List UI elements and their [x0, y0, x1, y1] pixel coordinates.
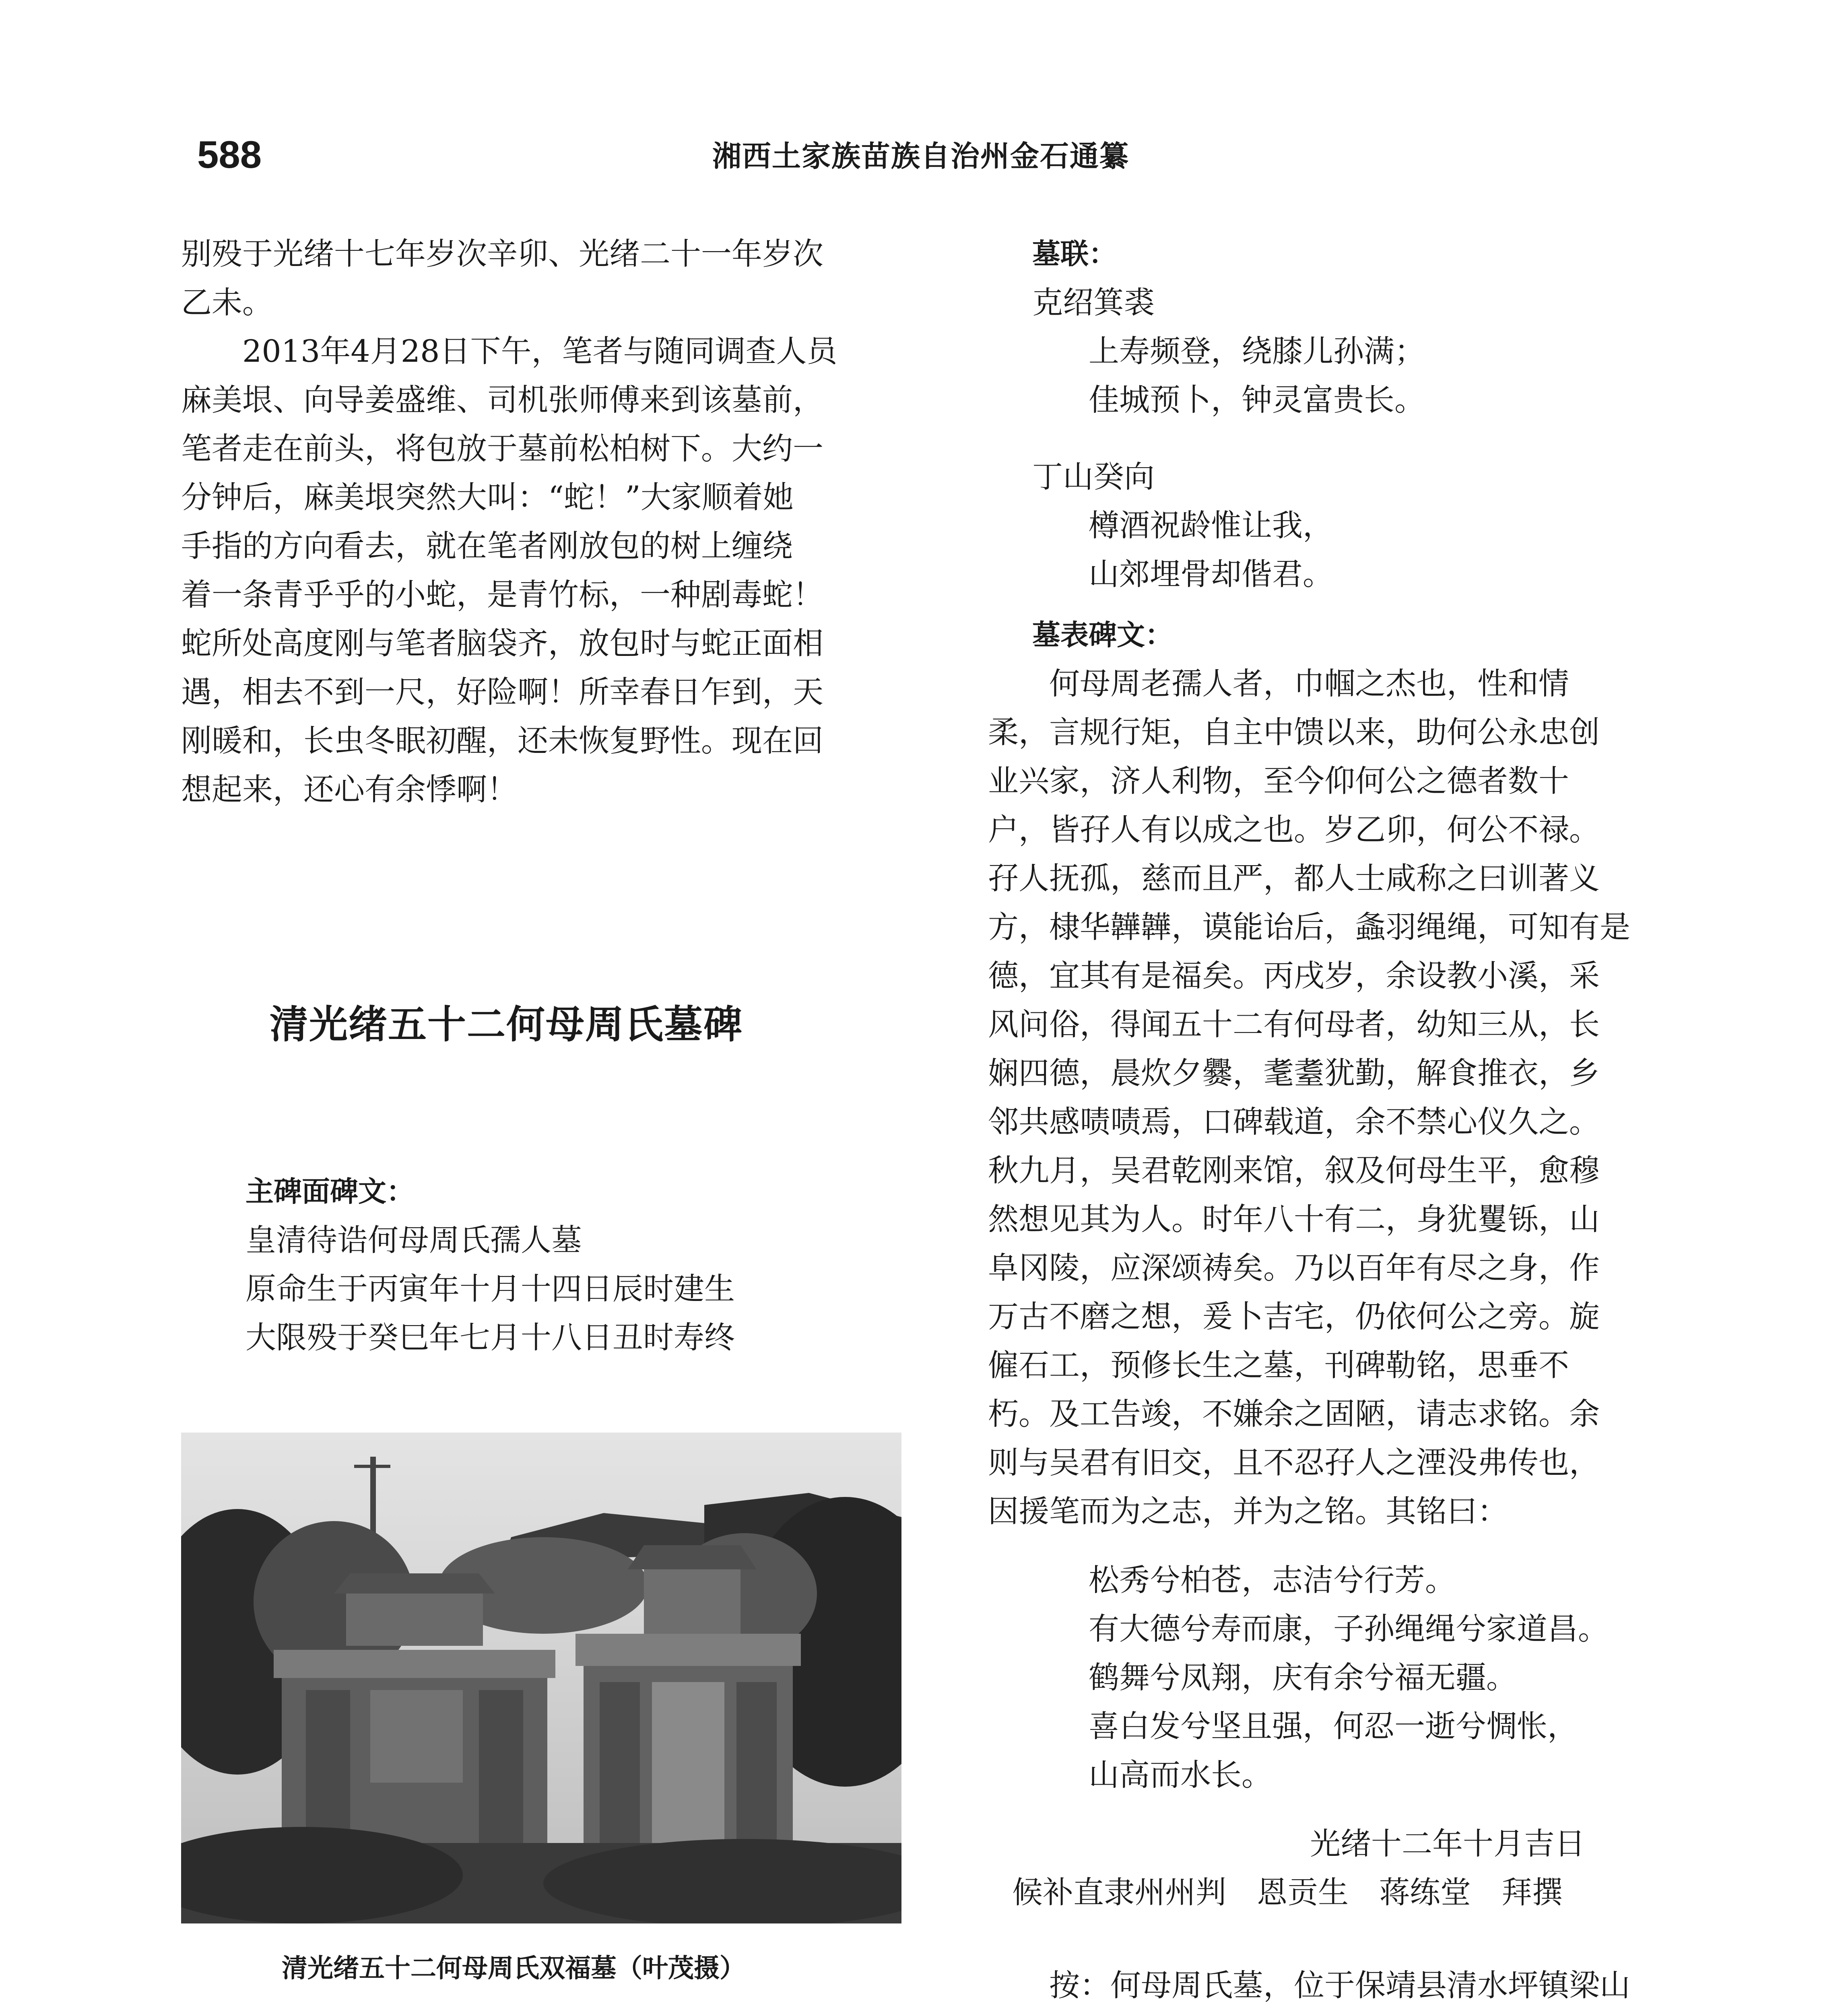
main-inscription-label: 主碑面碑文：	[245, 1175, 415, 1208]
poem-line: 松秀兮柏苍，志洁兮行芳。	[1089, 1562, 1456, 1598]
text-line: 僱石工，预修长生之墓，刊碑勒铭，思垂不	[988, 1347, 1569, 1383]
text-line: 柔，言规行矩，自主中馈以来，助何公永忠创	[988, 714, 1600, 750]
text-line: 手指的方向看去，就在笔者刚放包的树上缠绕	[181, 528, 793, 564]
couplet-heading: 丁山癸向	[1032, 459, 1155, 495]
text-line: 邻共感啧啧焉，口碑载道，余不禁心仪久之。	[988, 1104, 1600, 1140]
text-line: 因援笔而为之志，并为之铭。其铭曰：	[988, 1493, 1508, 1529]
text-line: 刚暖和，长虫冬眠初醒，还未恢复野性。现在回	[181, 723, 823, 759]
text-line: 朽。及工告竣，不嫌余之固陋，请志求铭。余	[988, 1396, 1600, 1432]
text-line: 按：何母周氏墓，位于保靖县清水坪镇梁山	[988, 1967, 1630, 2003]
couplets	[988, 229, 1720, 2012]
couplet-label: 墓联：	[1032, 237, 1117, 270]
text-line	[988, 2010, 1720, 2012]
text-line: 麻美垠、向导姜盛维、司机张师傅来到该墓前，	[181, 382, 823, 418]
text-line: 娴四德，晨炊夕爨，耄耋犹勤，解食推衣，乡	[988, 1055, 1600, 1091]
couplet-line: 山郊埋骨却偕君。	[1089, 556, 1333, 592]
date-line: 光绪十二年十月吉日	[1310, 1826, 1585, 1862]
text-line: 则与吴君有旧交，且不忍孖人之湮没弗传也，	[988, 1445, 1600, 1480]
text-line: 蛇所处高度刚与笔者脑袋齐，放包时与蛇正面相	[181, 625, 823, 661]
text-line: 然想见其为人。时年八十有二，身犹矍铄，山	[988, 1201, 1600, 1237]
author-line: 候补直隶州州判 恩贡生 蒋练堂 拜撰	[1012, 1874, 1563, 1910]
text-line: 万古不磨之想，爰卜吉宅，仍依何公之旁。旋	[988, 1299, 1600, 1334]
text-line: 户，皆孖人有以成之也。岁乙卯，何公不禄。	[988, 812, 1600, 847]
text-line: 乙未。	[181, 284, 273, 320]
text-line: 秋九月，吴君乾刚来馆，叙及何母生平，愈穆	[988, 1152, 1600, 1188]
section-title: 清光绪五十二何母周氏墓碑	[270, 1002, 743, 1047]
tomb-photo	[181, 1433, 901, 1923]
text-line: 遇，相去不到一尺，好险啊！所幸春日乍到，天	[181, 674, 823, 710]
book-title: 湘西土家族苗族自治州金石通纂	[712, 139, 1130, 173]
text-line: 想起来，还心有余悸啊！	[181, 771, 518, 807]
text-line: 方，棣华韡韡，谟能诒后，螽羽绳绳，可知有是	[988, 909, 1630, 945]
photo-caption: 清光绪五十二何母周氏双福墓（叶茂摄）	[282, 1953, 745, 1983]
text-line: 别殁于光绪十七年岁次辛卯、光绪二十一年岁次	[181, 236, 823, 272]
couplet-line: 上寿频登，绕膝儿孙满；	[1089, 333, 1425, 369]
text-line: 原命生于丙寅年十月十四日辰时建生	[245, 1271, 735, 1307]
text-line: 2013年4月28日下午，笔者与随同调查人员	[181, 333, 837, 369]
poem-line: 有大德兮寿而康，子孙绳绳兮家道昌。	[1089, 1611, 1609, 1647]
poem-line: 山高而水长。	[1089, 1757, 1272, 1793]
epitaph-label: 墓表碑文：	[1032, 618, 1173, 651]
main-inscription	[181, 1167, 914, 1362]
text-line: 何母周老孺人者，巾帼之杰也，性和情	[988, 666, 1569, 701]
text-line: 业兴家，济人利物，至今仰何公之德者数十	[988, 763, 1569, 799]
text-line: 分钟后，麻美垠突然大叫：“蛇！”大家顺着她	[181, 479, 794, 515]
text-line: 皇清待诰何母周氏孺人墓	[245, 1222, 582, 1258]
poem-line: 喜白发兮坚且强，何忍一逝兮惆怅，	[1089, 1708, 1578, 1744]
text-line: 孖人抚孤，慈而且严，都人士咸称之曰训著义	[988, 860, 1600, 896]
couplet-heading: 克绍箕裘	[1032, 284, 1155, 320]
text-line: 着一条青乎乎的小蛇，是青竹标，一种剧毒蛇！	[181, 577, 823, 612]
poem-line: 鹤舞兮凤翔，庆有余兮福无疆。	[1089, 1659, 1517, 1695]
text-line: 阜冈陵，应深颂祷矣。乃以百年有尽之身，作	[988, 1250, 1600, 1286]
text-line: 笔者走在前头，将包放于墓前松柏树下。大约一	[181, 431, 823, 466]
text-line: 风问俗，得闻五十二有何母者，幼知三从，长	[988, 1006, 1600, 1042]
text-line: 大限殁于癸巳年七月十八日丑时寿终	[245, 1319, 735, 1355]
left-intro	[181, 229, 914, 814]
couplet-line: 佳城预卜，钟灵富贵长。	[1089, 382, 1425, 418]
page-number: 588	[197, 133, 262, 176]
text-line: 德，宜其有是福矣。丙戌岁，余设教小溪，采	[988, 958, 1600, 994]
couplet-line: 樽酒祝龄惟让我，	[1089, 507, 1333, 543]
